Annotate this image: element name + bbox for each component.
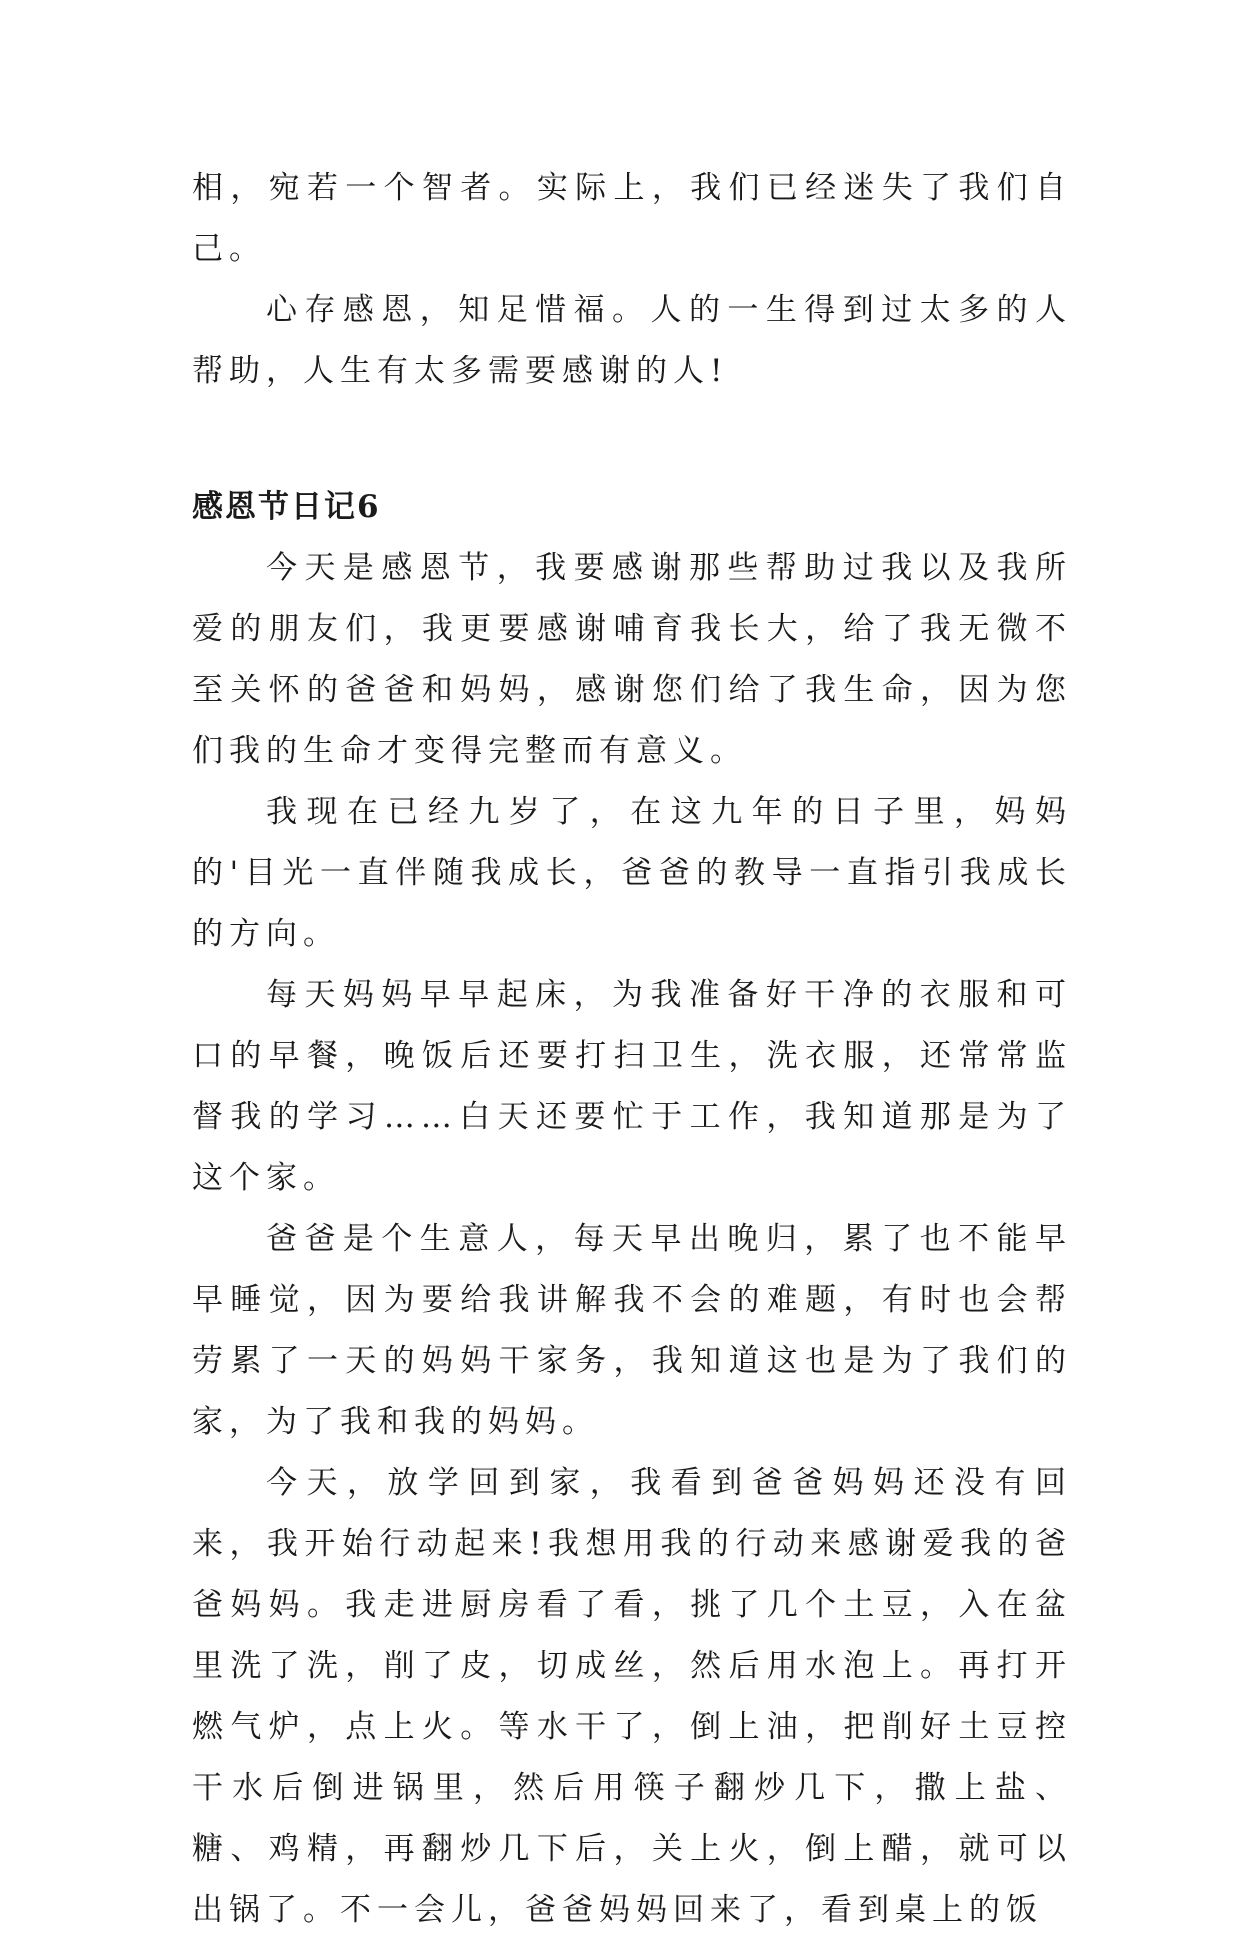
paragraph: 今天，放学回到家，我看到爸爸妈妈还没有回来，我开始行动起来!我想用我的行动来感谢爱我的爸爸妈妈。我走进厨房看了看，挑了几个土豆，入在盆里洗了洗，削了皮，切成丝，然后用水泡上。再打开燃气炉，点上火。等水干了，倒上油，把削好土豆控干水后倒进锅里，然后用筷子翻炒几下，撒上盐、糖、鸡精，再翻炒几下后，关上火，倒上醋，就可以出锅了。不一会儿，爸爸妈妈回来了，看到桌上的饭 (192, 1465, 1072, 1928)
paragraph: 爸爸是个生意人，每天早出晚归，累了也不能早早睡觉，因为要给我讲解我不会的难题，有时也会帮劳累了一天的妈妈干家务，我知道这也是为了我们的家，为了我和我的妈妈。 (192, 1221, 1072, 1440)
paragraph: 每天妈妈早早起床，为我准备好干净的衣服和可口的早餐，晚饭后还要打扫卫生，洗衣服，还常常监督我的学习……白天还要忙于工作，我知道那是为了这个家。 (192, 977, 1072, 1196)
paragraph-continuation: 相，宛若一个智者。实际上，我们已经迷失了我们自己。 (192, 170, 1072, 267)
paragraph: 今天是感恩节，我要感谢那些帮助过我以及我所爱的朋友们，我更要感谢哺育我长大，给了我无微不至关怀的爸爸和妈妈，感谢您们给了我生命，因为您们我的生命才变得完整而有意义。 (192, 550, 1072, 769)
paragraph: 我现在已经九岁了，在这九年的日子里，妈妈的'目光一直伴随我成长，爸爸的教导一直指引我成长的方向。 (192, 794, 1072, 952)
document-body (192, 158, 1072, 1941)
section-heading: 感恩节日记6 (192, 489, 381, 525)
paragraph-gratitude: 心存感恩，知足惜福。人的一生得到过太多的人帮助，人生有太多需要感谢的人! (192, 292, 1072, 389)
